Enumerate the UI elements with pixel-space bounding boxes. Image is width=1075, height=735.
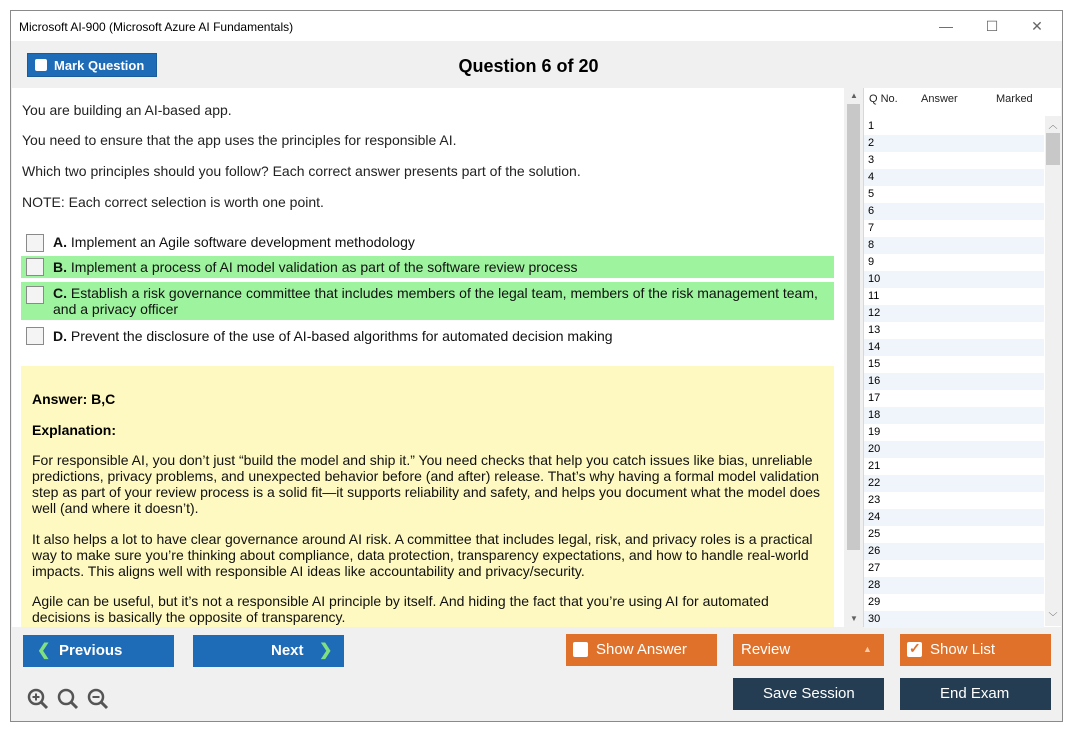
option-text: Establish a risk governance committee that includes members of the legal team, members of the risk management team, and a privacy officer xyxy=(53,285,818,317)
question-counter: Question 6 of 20 xyxy=(458,56,599,76)
qlist-row[interactable]: 27 xyxy=(864,560,1044,577)
content-scrollbar[interactable] xyxy=(846,88,862,627)
qlist-row[interactable]: 1 xyxy=(864,118,1044,135)
chevron-down-icon[interactable]: ﹀ xyxy=(1048,612,1058,622)
explanation-paragraph: For responsible AI, you don’t just “build the model and ship it.” You need checks that help you catch issues like bias, unreliable predictions, privacy problems, and unexpected behavior before (and after) release. That’s why having a formal model validation step as part of your review process is a solid fit—it supports reliability and safety, and helps you document what the model does well (and where it doesn’t). xyxy=(32,452,821,516)
qlist-row[interactable]: 23 xyxy=(864,492,1044,509)
zoom-out-icon[interactable] xyxy=(87,688,109,710)
show-list-button[interactable] xyxy=(900,634,1051,666)
option-letter: D. xyxy=(53,328,67,344)
explanation-label: Explanation: xyxy=(32,422,117,438)
mark-question-label: Mark Question xyxy=(54,58,145,73)
qlist-row[interactable]: 16 xyxy=(864,373,1044,390)
option-a-checkbox[interactable] xyxy=(26,234,44,252)
save-session-button[interactable] xyxy=(733,678,884,710)
app-window xyxy=(10,10,1063,722)
qlist-row[interactable]: 30 xyxy=(864,611,1044,628)
show-list-checkbox[interactable] xyxy=(907,642,922,657)
question-line: Which two principles should you follow? Each correct answer presents part of the solution. xyxy=(22,163,581,179)
qlist-row[interactable]: 29 xyxy=(864,594,1044,611)
qlist-scroll-thumb[interactable] xyxy=(1046,133,1060,165)
qlist-row[interactable]: 28 xyxy=(864,577,1044,594)
qlist-row[interactable]: 3 xyxy=(864,152,1044,169)
chevron-right-icon: ❯ xyxy=(319,642,333,659)
show-answer-button[interactable] xyxy=(566,634,717,666)
qlist-row[interactable]: 15 xyxy=(864,356,1044,373)
qlist-row[interactable]: 8 xyxy=(864,237,1044,254)
end-exam-button[interactable] xyxy=(900,678,1051,710)
qlist-row[interactable]: 7 xyxy=(864,220,1044,237)
zoom-in-icon[interactable] xyxy=(27,688,49,710)
review-button[interactable] xyxy=(733,634,884,666)
question-content xyxy=(12,88,844,627)
question-line: NOTE: Each correct selection is worth one point. xyxy=(22,194,324,210)
option-b-checkbox[interactable] xyxy=(26,258,44,276)
qlist-header-marked: Marked xyxy=(996,93,1033,105)
option-a[interactable] xyxy=(21,233,834,253)
show-list-label: Show List xyxy=(930,641,996,658)
qlist-row[interactable]: 9 xyxy=(864,254,1044,271)
option-d[interactable] xyxy=(21,326,834,348)
option-letter: B. xyxy=(53,259,67,275)
qlist-row[interactable]: 10 xyxy=(864,271,1044,288)
title-bar xyxy=(11,11,1062,41)
scroll-thumb[interactable] xyxy=(847,104,860,550)
end-exam-label: End Exam xyxy=(940,685,1010,702)
question-line: You are building an AI-based app. xyxy=(22,102,232,118)
option-b[interactable] xyxy=(21,256,834,278)
qlist-row[interactable]: 20 xyxy=(864,441,1044,458)
qlist-row[interactable]: 11 xyxy=(864,288,1044,305)
qlist-row[interactable]: 21 xyxy=(864,458,1044,475)
minimize-button[interactable]: — xyxy=(939,18,953,34)
question-line: You need to ensure that the app uses the principles for responsible AI. xyxy=(22,132,457,148)
scroll-up-icon[interactable]: ▲ xyxy=(850,91,858,100)
option-text: Implement an Agile software development methodology xyxy=(70,234,415,250)
qlist-header-answer: Answer xyxy=(921,93,958,105)
scroll-down-icon[interactable]: ▼ xyxy=(850,614,858,623)
option-c[interactable] xyxy=(21,282,834,320)
explanation-paragraph: Agile can be useful, but it’s not a responsible AI principle by itself. And hiding the fact that you’re using AI for automated decisions is basically the opposite of transparency. xyxy=(32,593,769,625)
close-button[interactable]: ✕ xyxy=(1031,18,1043,34)
qlist-row[interactable]: 19 xyxy=(864,424,1044,441)
show-answer-checkbox[interactable] xyxy=(573,642,588,657)
next-label: Next xyxy=(271,642,304,659)
chevron-up-icon[interactable]: ︿ xyxy=(1048,120,1058,130)
option-d-checkbox[interactable] xyxy=(26,327,44,345)
option-letter: C. xyxy=(53,285,67,301)
show-answer-label: Show Answer xyxy=(596,641,687,658)
qlist-row[interactable]: 18 xyxy=(864,407,1044,424)
qlist-row[interactable]: 17 xyxy=(864,390,1044,407)
dropdown-arrow-icon: ▲ xyxy=(863,644,872,654)
qlist-row[interactable]: 12 xyxy=(864,305,1044,322)
qlist-row[interactable]: 4 xyxy=(864,169,1044,186)
option-c-checkbox[interactable] xyxy=(26,286,44,304)
qlist-row[interactable]: 2 xyxy=(864,135,1044,152)
qlist-row[interactable]: 24 xyxy=(864,509,1044,526)
maximize-button[interactable]: ☐ xyxy=(985,18,999,34)
option-text: Implement a process of AI model validation as part of the software review process xyxy=(70,259,578,275)
answer-panel xyxy=(21,366,834,627)
qlist-rows xyxy=(864,118,1044,628)
qlist-row[interactable]: 14 xyxy=(864,339,1044,356)
qlist-row[interactable]: 25 xyxy=(864,526,1044,543)
qlist-row[interactable]: 5 xyxy=(864,186,1044,203)
previous-label: Previous xyxy=(59,642,123,659)
chevron-left-icon: ❮ xyxy=(37,642,51,659)
option-text: Prevent the disclosure of the use of AI-based algorithms for automated decision making xyxy=(70,328,613,344)
previous-button[interactable] xyxy=(23,635,174,667)
zoom-reset-icon[interactable] xyxy=(57,688,79,710)
window-title: Microsoft AI-900 (Microsoft Azure AI Fundamentals) xyxy=(19,20,294,34)
review-label: Review xyxy=(741,641,791,658)
answer-line: Answer: B,C xyxy=(32,391,116,407)
explanation-paragraph: It also helps a lot to have clear governance around AI risk. A committee that includes legal, risk, and privacy roles is a practical way to make sure you’re thinking about compliance, data protection, transparency expectations, and how to handle real-world impacts. This aligns well with responsible AI ideas like accountability and privacy/security. xyxy=(32,531,813,579)
qlist-header-qno: Q No. xyxy=(869,93,898,105)
save-session-label: Save Session xyxy=(763,685,855,702)
next-button[interactable] xyxy=(193,635,344,667)
qlist-row[interactable]: 6 xyxy=(864,203,1044,220)
qlist-scrollbar[interactable] xyxy=(1045,116,1061,626)
qlist-row[interactable]: 22 xyxy=(864,475,1044,492)
qlist-row[interactable]: 13 xyxy=(864,322,1044,339)
option-letter: A. xyxy=(53,234,67,250)
qlist-row[interactable]: 26 xyxy=(864,543,1044,560)
question-list xyxy=(863,88,1061,627)
